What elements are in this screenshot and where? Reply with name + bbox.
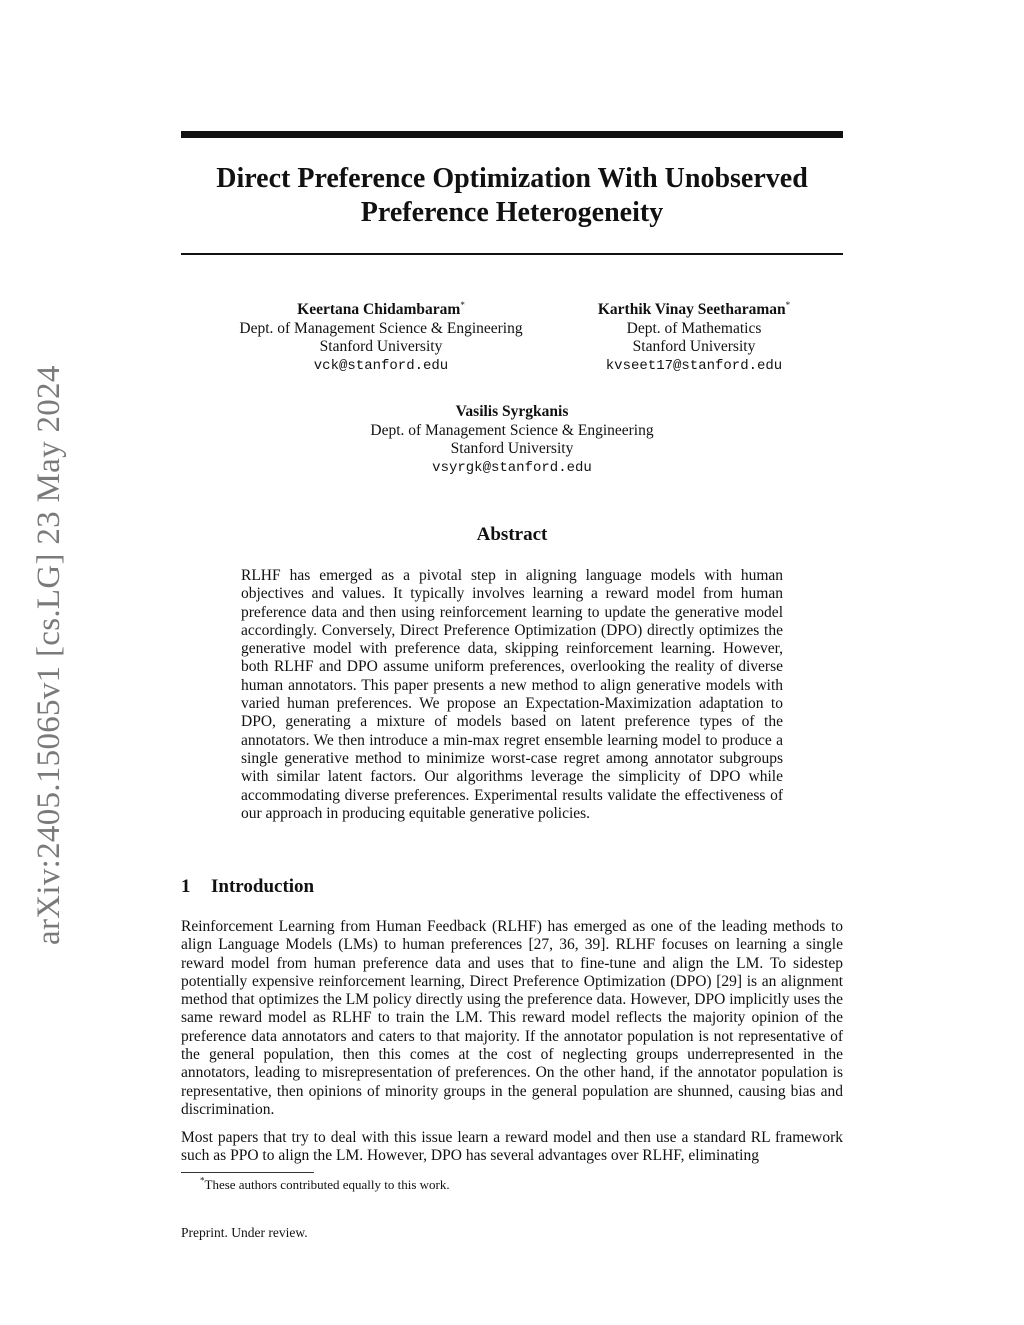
section-heading — [181, 875, 843, 899]
author-email: kvseet17@stanford.edu — [605, 357, 783, 374]
section-title: Introduction — [211, 876, 315, 897]
author-institution: Stanford University — [632, 338, 756, 355]
author-block — [568, 301, 820, 375]
arxiv-identifier-stamp: arXiv:2405.15065v1 [cs.LG] 23 May 2024 — [31, 365, 67, 945]
abstract-heading: Abstract — [476, 524, 548, 545]
paper-title — [181, 162, 843, 230]
title-top-rule — [181, 131, 843, 138]
author-institution: Stanford University — [450, 440, 574, 457]
preprint-notice: Preprint. Under review. — [181, 1225, 308, 1240]
body-paragraph: Reinforcement Learning from Human Feedback (RLHF) has emerged as one of the leading methods to align Language Models (LMs) to human preferences [27, 36, 39]. RLHF focuses on learning a single reward model from human preference data and uses that to fine-tune and align the LM. To sidestep potentially expensive reinforcement learning, Direct Preference Optimization (DPO) [29] is an alignment method that optimizes the LM policy directly using the preference data. However, DPO implicitly uses the same reward model as RLHF to train the LM. This reward model reflects the majority opinion of the preference data annotators and caters to that majority. If the annotator population is not representative of the general population, then this comes at the cost of neglecting groups underrepresented in the annotators, leading to misrepresentation of preferences. On the other hand, if the annotator population is representative, then opinions of minority groups in the general population are shunned, causing bias and discrimination. — [181, 918, 843, 1118]
footnote-rule — [181, 1172, 314, 1173]
footnote-marker: * — [200, 1175, 205, 1186]
title-line-1: Direct Preference Optimization With Unobserved — [216, 163, 808, 194]
author-name: Karthik Vinay Seetharaman* — [597, 299, 791, 318]
footnote-text: These authors contributed equally to this work. — [204, 1177, 450, 1192]
body-paragraph: Most papers that try to deal with this issue learn a reward model and then use a standard RL framework such as PPO to align the LM. However, DPO has several advantages over RLHF, eliminating — [181, 1129, 843, 1165]
author-block — [215, 301, 547, 375]
author-email: vck@stanford.edu — [313, 357, 449, 374]
author-name: Vasilis Syrgkanis — [455, 403, 569, 420]
author-department: Dept. of Management Science & Engineering — [370, 421, 654, 439]
author-email: vsyrgk@stanford.edu — [432, 459, 592, 476]
author-department: Dept. of Management Science & Engineering — [239, 319, 523, 337]
author-name: Keertana Chidambaram* — [297, 299, 465, 318]
author-block — [340, 403, 684, 477]
author-institution: Stanford University — [319, 338, 443, 355]
title-line-2: Preference Heterogeneity — [360, 197, 664, 228]
equal-contribution-marker: * — [785, 299, 791, 310]
author-department: Dept. of Mathematics — [626, 319, 762, 337]
title-bottom-rule — [181, 253, 843, 255]
abstract-text: RLHF has emerged as a pivotal step in aligning language models with human objectives and values. It typically involves learning a reward model from human preference data and then using reinforcement learning to update the generative model accordingly. Conversely, Direct Preference Optimization (DPO) directly optimizes the generative model with preference data, skipping reinforcement learning. However, both RLHF and DPO assume uniform preferences, overlooking the reality of diverse human annotators. This paper presents a new method to align generative models with varied human preferences. We propose an Expectation-Maximization adaptation to DPO, generating a mixture of models based on latent preference types of the annotators. We then introduce a min-max regret ensemble learning model to produce a single generative method to minimize worst-case regret among annotator subgroups with similar latent factors. Our algorithms leverage the simplicity of DPO while accommodating diverse preferences. Experimental results validate the effectiveness of our approach in producing equitable generative policies. — [241, 567, 783, 822]
footnote — [200, 1177, 800, 1193]
section-number: 1 — [181, 876, 191, 897]
equal-contribution-marker: * — [460, 299, 465, 310]
